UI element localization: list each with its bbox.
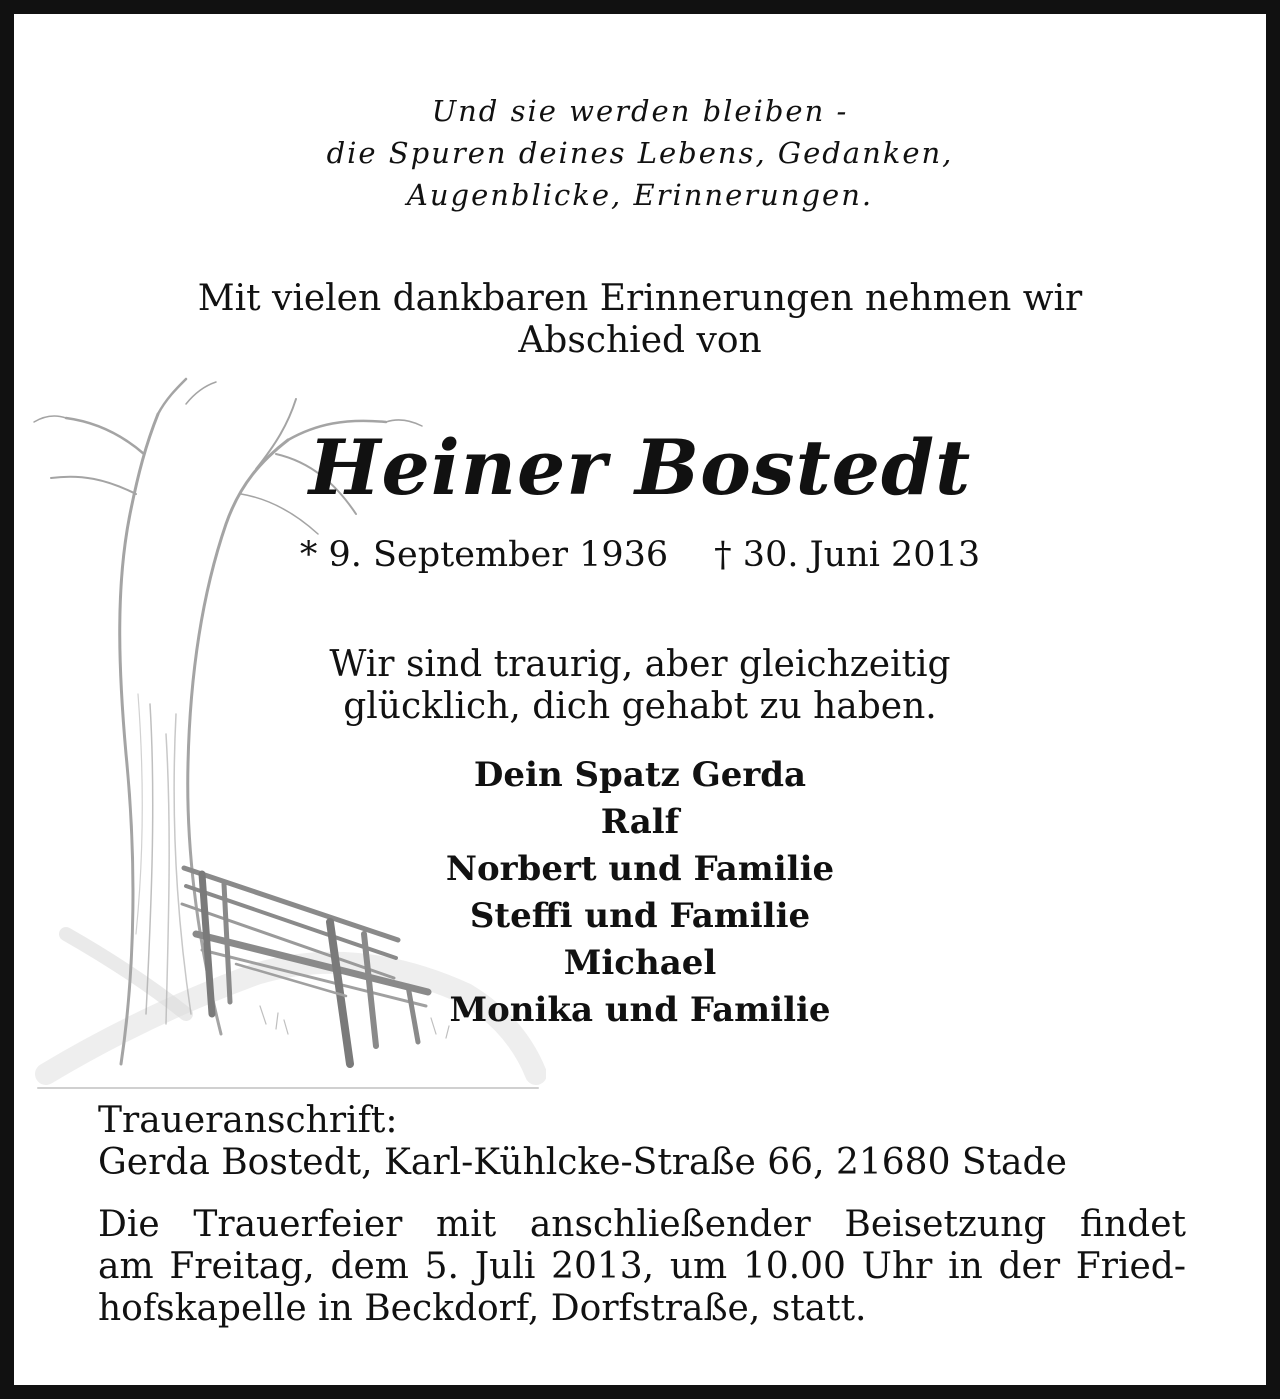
mourner-name: Norbert und Familie xyxy=(445,849,835,889)
mourning-address xyxy=(98,1100,1186,1184)
life-dates xyxy=(14,532,1266,578)
intro-line: Abschied von xyxy=(518,320,762,361)
farewell-quote xyxy=(14,644,1266,728)
address-label: Traueranschrift: xyxy=(98,1100,398,1141)
service-line: Die Trauerfeier mit anschließender Beisetzung findet xyxy=(98,1204,1186,1245)
motto-line: die Spuren deines Lebens, Gedanken, xyxy=(326,136,954,170)
quote-line: glücklich, dich gehabt zu haben. xyxy=(343,686,937,727)
quote-line: Wir sind traurig, aber gleichzeitig xyxy=(329,644,951,685)
motto-line: Augenblicke, Erinnerungen. xyxy=(406,178,874,212)
intro-line: Mit vielen dankbaren Erinnerungen nehmen wir xyxy=(197,278,1083,319)
motto xyxy=(14,90,1266,216)
address-value: Gerda Bostedt, Karl-Kühlcke-Straße 66, 21680 Stade xyxy=(98,1142,1067,1183)
mourners-list xyxy=(14,752,1266,1034)
mourner-name: Ralf xyxy=(600,802,680,842)
mourner-name: Michael xyxy=(563,943,717,983)
mourner-name: Steffi und Familie xyxy=(469,896,811,936)
motto-line: Und sie werden bleiben - xyxy=(431,94,849,128)
service-line: hofskapelle in Beckdorf, Dorfstraße, statt. xyxy=(98,1288,867,1329)
funeral-service-info xyxy=(98,1204,1186,1330)
intro-text xyxy=(14,278,1266,362)
death-date: † 30. Juni 2013 xyxy=(714,535,981,575)
service-line: am Freitag, dem 5. Juli 2013, um 10.00 Uhr in der Fried- xyxy=(98,1246,1186,1287)
birth-date: * 9. September 1936 xyxy=(299,535,669,575)
mourner-name: Dein Spatz Gerda xyxy=(473,755,807,795)
deceased-name: Heiner Bostedt xyxy=(308,423,972,512)
mourner-name: Monika und Familie xyxy=(449,990,831,1030)
